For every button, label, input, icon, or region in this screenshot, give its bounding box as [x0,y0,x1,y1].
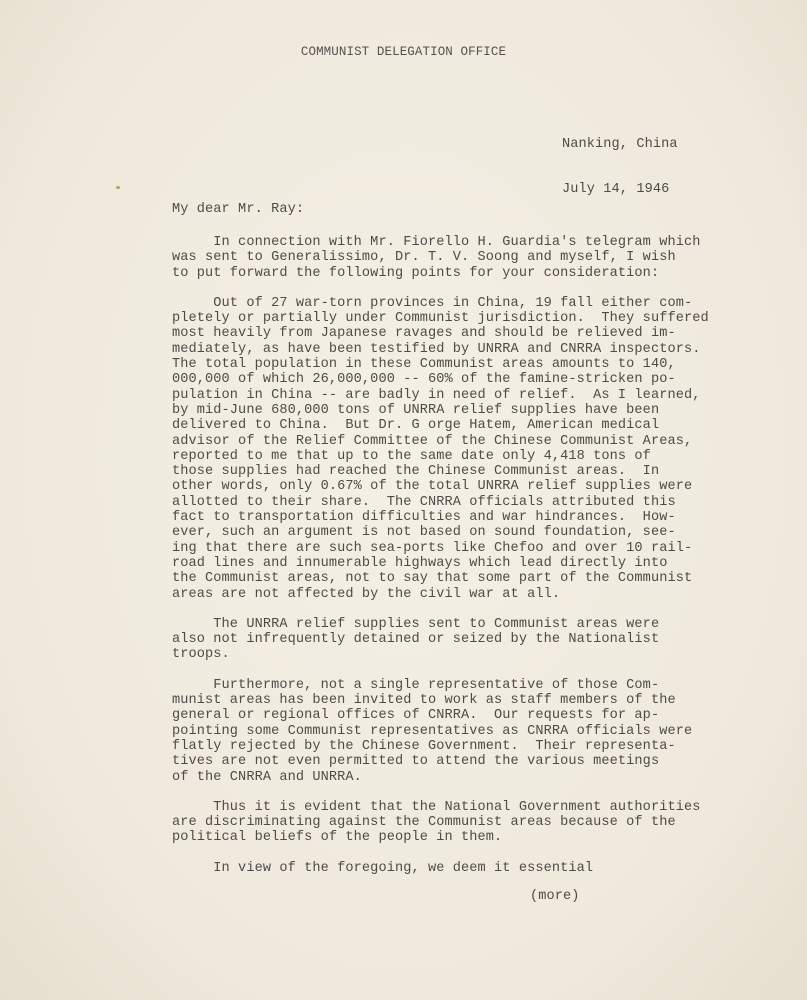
text-line: political beliefs of the people in them. [172,830,503,846]
paragraph [172,800,709,846]
text-line: ing that there are such sea-ports like Chefoo and over 10 rail- [172,540,693,556]
text-line: 000,000 of which 26,000,000 -- 60% of the famine-stricken po- [172,372,676,388]
text-line: of the CNRRA and UNRRA. [172,769,362,785]
text-line: to put forward the following points for your consideration: [172,265,660,281]
text-line: was sent to Generalissimo, Dr. T. V. Soong and myself, I wish [172,250,676,266]
paper-stain [116,186,120,189]
text-line: road lines and innumerable highways which lead directly into [172,555,668,571]
text-line: those supplies had reached the Chinese Communist areas. In [172,464,660,480]
text-line: pulation in China -- are badly in need of relief. As I learned, [172,387,701,403]
letter-body [172,235,709,891]
text-line: ever, such an argument is not based on sound foundation, see- [172,525,676,541]
date: July 14, 1946 [562,182,670,198]
text-line: also not infrequently detained or seized by the Nationalist [172,632,660,648]
salutation: My dear Mr. Ray: [172,202,305,217]
text-line: Thus it is evident that the National Government authorities [172,799,701,815]
text-line: In view of the foregoing, we deem it essential [172,860,594,876]
text-line: advisor of the Relief Committee of the Chinese Communist Areas, [172,433,693,449]
text-line: mediately, as have been testified by UNRRA and CNRRA inspectors. [172,341,701,357]
continuation-note: (more) [530,889,580,904]
text-line: The total population in these Communist areas amounts to 140, [172,357,676,373]
text-line: In connection with Mr. Fiorello H. Guardia's telegram which [172,235,701,250]
paragraph [172,617,709,663]
text-line: munist areas has been invited to work as staff members of the [172,693,676,709]
text-line: pletely or partially under Communist jurisdiction. They suffered [172,311,709,327]
text-line: are discriminating against the Communist areas because of the [172,815,676,831]
text-line: troops. [172,647,230,663]
text-line: fact to transportation difficulties and war hindrances. How- [172,510,676,526]
text-line: reported to me that up to the same date only 4,418 tons of [172,448,651,464]
text-line: flatly rejected by the Chinese Government. Their representa- [172,738,676,754]
text-line: other words, only 0.67% of the total UNRRA relief supplies were [172,479,693,495]
text-line: tives are not even permitted to attend the various meetings [172,754,660,770]
letterhead: COMMUNIST DELEGATION OFFICE [300,45,507,59]
text-line: Furthermore, not a single representative of those Com- [172,677,660,693]
address-block [562,106,678,228]
paragraph [172,678,709,785]
text-line: general or regional offices of CNRRA. Our requests for ap- [172,708,660,724]
text-line: The UNRRA relief supplies sent to Communist areas were [172,616,660,632]
paragraph [172,861,709,876]
text-line: by mid-June 680,000 tons of UNRRA relief supplies have been [172,402,660,418]
paragraph [172,235,709,281]
text-line: the Communist areas, not to say that some part of the Communist [172,571,693,587]
place: Nanking, China [562,136,678,152]
text-line: pointing some Communist representatives as CNRRA officials were [172,723,693,739]
text-line: Out of 27 war-torn provinces in China, 19 fall either com- [172,295,693,311]
paragraph [172,296,709,602]
text-line: allotted to their share. The CNRRA officials attributed this [172,494,676,510]
text-line: delivered to China. But Dr. G orge Hatem, American medical [172,418,660,434]
text-line: areas are not affected by the civil war at all. [172,586,561,602]
text-line: most heavily from Japanese ravages and should be relieved im- [172,326,676,342]
